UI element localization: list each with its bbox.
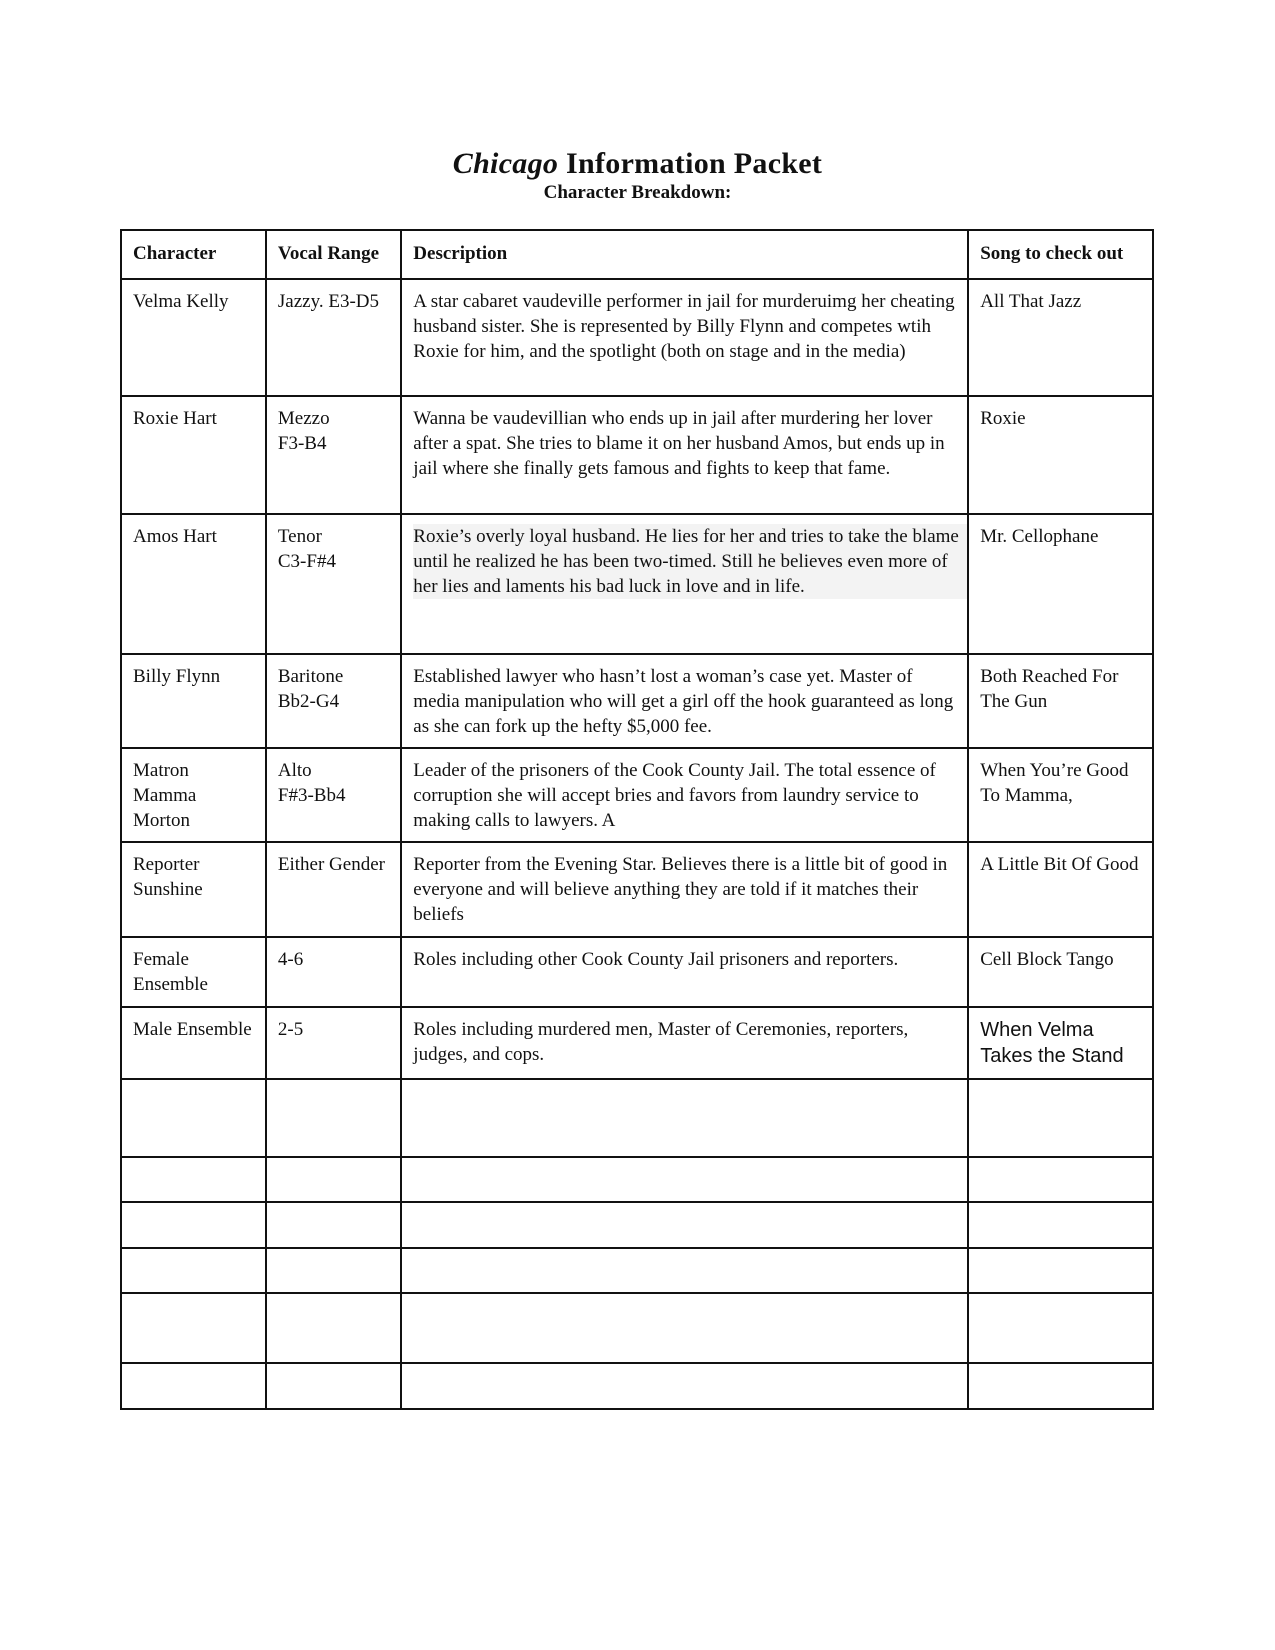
- vocal-range-cell: 2-5: [266, 1007, 401, 1079]
- character-cell: Velma Kelly: [121, 279, 266, 396]
- empty-cell: [266, 1248, 401, 1293]
- description-cell: [401, 514, 968, 654]
- character-cell: Billy Flynn: [121, 654, 266, 748]
- empty-cell: [968, 1202, 1153, 1248]
- vocal-range-cell: Jazzy. E3-D5: [266, 279, 401, 396]
- description-cell: Reporter from the Evening Star. Believes there is a little bit of good in everyone and will believe anything they are told if it matches their beliefs: [401, 842, 968, 937]
- song-cell: Cell Block Tango: [968, 937, 1153, 1007]
- description-cell: Roles including other Cook County Jail prisoners and reporters.: [401, 937, 968, 1007]
- column-header-character: Character: [121, 230, 266, 279]
- character-cell: Roxie Hart: [121, 396, 266, 514]
- vocal-range-cell: Tenor C3-F#4: [266, 514, 401, 654]
- description-cell: A star cabaret vaudeville performer in jail for murderuimg her cheating husband sister. She is represented by Billy Flynn and competes wtih Roxie for him, and the spotlight (both on stage and in the media): [401, 279, 968, 396]
- empty-cell: [266, 1079, 401, 1157]
- table-row: [121, 937, 1153, 1007]
- empty-cell: [121, 1202, 266, 1248]
- character-cell: Reporter Sunshine: [121, 842, 266, 937]
- empty-cell: [401, 1293, 968, 1363]
- empty-table-row: [121, 1248, 1153, 1293]
- column-header-description: Description: [401, 230, 968, 279]
- page-subtitle: Character Breakdown:: [543, 182, 732, 203]
- empty-cell: [121, 1157, 266, 1202]
- empty-cell: [121, 1363, 266, 1409]
- empty-cell: [266, 1202, 401, 1248]
- empty-table-row: [121, 1202, 1153, 1248]
- vocal-range-cell: Mezzo F3-B4: [266, 396, 401, 514]
- character-breakdown-table: [120, 229, 1154, 1410]
- character-cell: Female Ensemble: [121, 937, 266, 1007]
- song-cell: When You’re Good To Mamma,: [968, 748, 1153, 842]
- song-cell: A Little Bit Of Good: [968, 842, 1153, 937]
- song-cell: When Velma Takes the Stand: [968, 1007, 1153, 1079]
- empty-cell: [968, 1293, 1153, 1363]
- empty-cell: [401, 1248, 968, 1293]
- empty-cell: [968, 1248, 1153, 1293]
- empty-cell: [266, 1293, 401, 1363]
- table-row: [121, 514, 1153, 654]
- empty-cell: [266, 1363, 401, 1409]
- empty-table-row: [121, 1293, 1153, 1363]
- table-row: [121, 396, 1153, 514]
- table-row: [121, 748, 1153, 842]
- column-header-song: Song to check out: [968, 230, 1153, 279]
- character-cell: Male Ensemble: [121, 1007, 266, 1079]
- empty-cell: [968, 1157, 1153, 1202]
- empty-table-row: [121, 1079, 1153, 1157]
- description-cell: Roles including murdered men, Master of Ceremonies, reporters, judges, and cops.: [401, 1007, 968, 1079]
- vocal-range-cell: Alto F#3-Bb4: [266, 748, 401, 842]
- description-cell: Leader of the prisoners of the Cook County Jail. The total essence of corruption she will accept bries and favors from laundry service to making calls to lawyers. A: [401, 748, 968, 842]
- empty-cell: [121, 1079, 266, 1157]
- table-row: [121, 279, 1153, 396]
- page-header: [0, 146, 1275, 204]
- empty-cell: [121, 1248, 266, 1293]
- page-title: [0, 146, 1275, 182]
- empty-cell: [401, 1202, 968, 1248]
- song-cell: Roxie: [968, 396, 1153, 514]
- page-title-italic: Chicago: [452, 147, 559, 180]
- empty-cell: [968, 1079, 1153, 1157]
- column-header-vocal-range: Vocal Range: [266, 230, 401, 279]
- empty-table-row: [121, 1157, 1153, 1202]
- vocal-range-cell: Baritone Bb2-G4: [266, 654, 401, 748]
- empty-table-row: [121, 1363, 1153, 1409]
- song-cell: All That Jazz: [968, 279, 1153, 396]
- empty-cell: [401, 1079, 968, 1157]
- song-cell: Mr. Cellophane: [968, 514, 1153, 654]
- table-row: [121, 654, 1153, 748]
- empty-cell: [401, 1157, 968, 1202]
- page-title-rest: Information Packet: [558, 147, 823, 180]
- description-cell: Established lawyer who hasn’t lost a woman’s case yet. Master of media manipulation who will get a girl off the hook guaranteed as long as she can fork up the hefty $5,000 fee.: [401, 654, 968, 748]
- song-cell: Both Reached For The Gun: [968, 654, 1153, 748]
- empty-cell: [266, 1157, 401, 1202]
- character-cell: Matron Mamma Morton: [121, 748, 266, 842]
- empty-cell: [401, 1363, 968, 1409]
- empty-cell: [121, 1293, 266, 1363]
- table-row: [121, 842, 1153, 937]
- empty-cell: [968, 1363, 1153, 1409]
- description-cell: Wanna be vaudevillian who ends up in jail after murdering her lover after a spat. She tries to blame it on her husband Amos, but ends up in jail where she finally gets famous and fights to keep that fame.: [401, 396, 968, 514]
- table-header-row: [121, 230, 1153, 279]
- vocal-range-cell: 4-6: [266, 937, 401, 1007]
- table-row: [121, 1007, 1153, 1079]
- description-text: Roxie’s overly loyal husband. He lies for her and tries to take the blame until he realized he has been two-timed. Still he believes even more of her lies and laments his bad luck in love and in life.: [413, 524, 967, 599]
- character-cell: Amos Hart: [121, 514, 266, 654]
- vocal-range-cell: Either Gender: [266, 842, 401, 937]
